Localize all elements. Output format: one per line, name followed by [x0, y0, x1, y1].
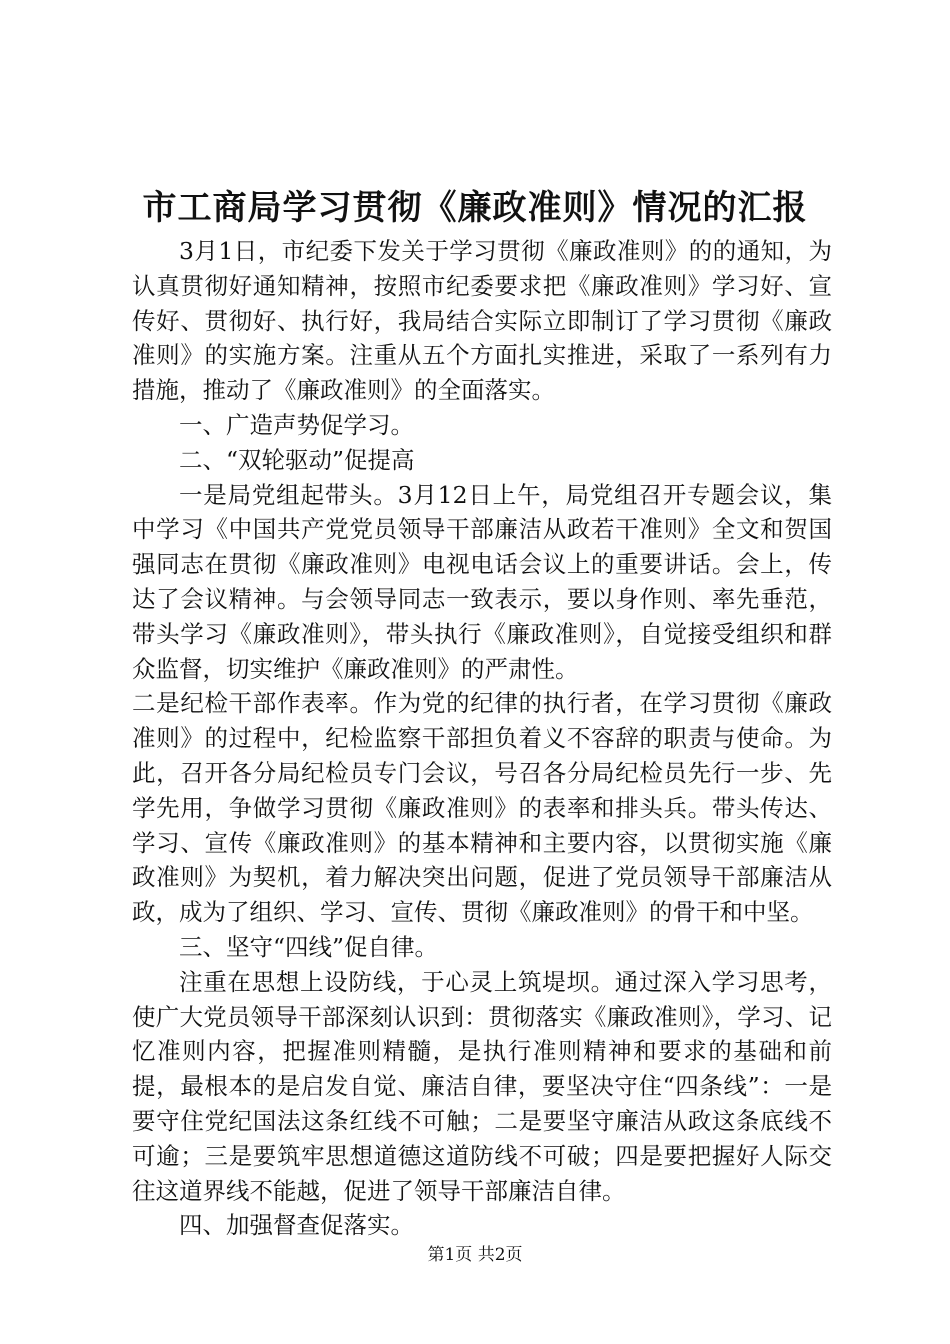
paragraph-intro: 3月1日，市纪委下发关于学习贯彻《廉政准则》的的通知，为认真贯彻好通知精神，按照市纪委要求把《廉政准则》学习好、宣传好、贯彻好、执行好，我局结合实际立即制订了学习贯彻《廉政准则》的实施方案。注重从五个方面扎实推进，采取了一系列有力措施，推动了《廉政准则》的全面落实。: [132, 237, 832, 405]
section-heading-4: 四、加强督查促落实。: [179, 1211, 414, 1240]
page-number-footer: 第1页 共2页: [427, 1245, 523, 1265]
document-title: 市工商局学习贯彻《廉政准则》情况的汇报: [142, 188, 808, 228]
paragraph-discipline-cadres: 二是纪检干部作表率。作为党的纪律的执行者，在学习贯彻《廉政准则》的过程中，纪检监察干部担负着义不容辞的职责与使命。为此，召开各分局纪检员专门会议，号召各分局纪检员先行一步、先学先用，争做学习贯彻《廉政准则》的表率和排头兵。带头传达、学习、宣传《廉政准则》的基本精神和主要内容，以贯彻实施《廉政准则》为契机，着力解决突出问题，促进了党员领导干部廉洁从政，成为了组织、学习、宣传、贯彻《廉政准则》的骨干和中坚。: [132, 689, 832, 927]
section-heading-3: 三、坚守“四线”促自律。: [179, 932, 439, 961]
paragraph-party-leadership: 一是局党组起带头。3月12日上午，局党组召开专题会议，集中学习《中国共产党党员领导干部廉洁从政若干准则》全文和贺国强同志在贯彻《廉政准则》电视电话会议上的重要讲话。会上，传达了会议精神。与会领导同志一致表示，要以身作则、率先垂范，带头学习《廉政准则》，带头执行《廉政准则》，自觉接受组织和群众监督，切实维护《廉政准则》的严肃性。: [132, 480, 832, 683]
paragraph-four-lines: 注重在思想上设防线，于心灵上筑堤坝。通过深入学习思考，使广大党员领导干部深刻认识到：贯彻落实《廉政准则》，学习、记忆准则内容，把握准则精髓，是执行准则精神和要求的基础和前提，最根本的是启发自觉、廉洁自律，要坚决守住“四条线”：一是要守住党纪国法这条红线不可触；二是要坚守廉洁从政这条底线不可逾；三是要筑牢思想道德这道防线不可破；四是要把握好人际交往这道界线不能越，促进了领导干部廉洁自律。: [132, 967, 832, 1205]
document-body: [132, 234, 832, 1243]
section-heading-2: 二、“双轮驱动”促提高: [179, 445, 415, 474]
section-heading-1: 一、广造声势促学习。: [179, 410, 414, 439]
